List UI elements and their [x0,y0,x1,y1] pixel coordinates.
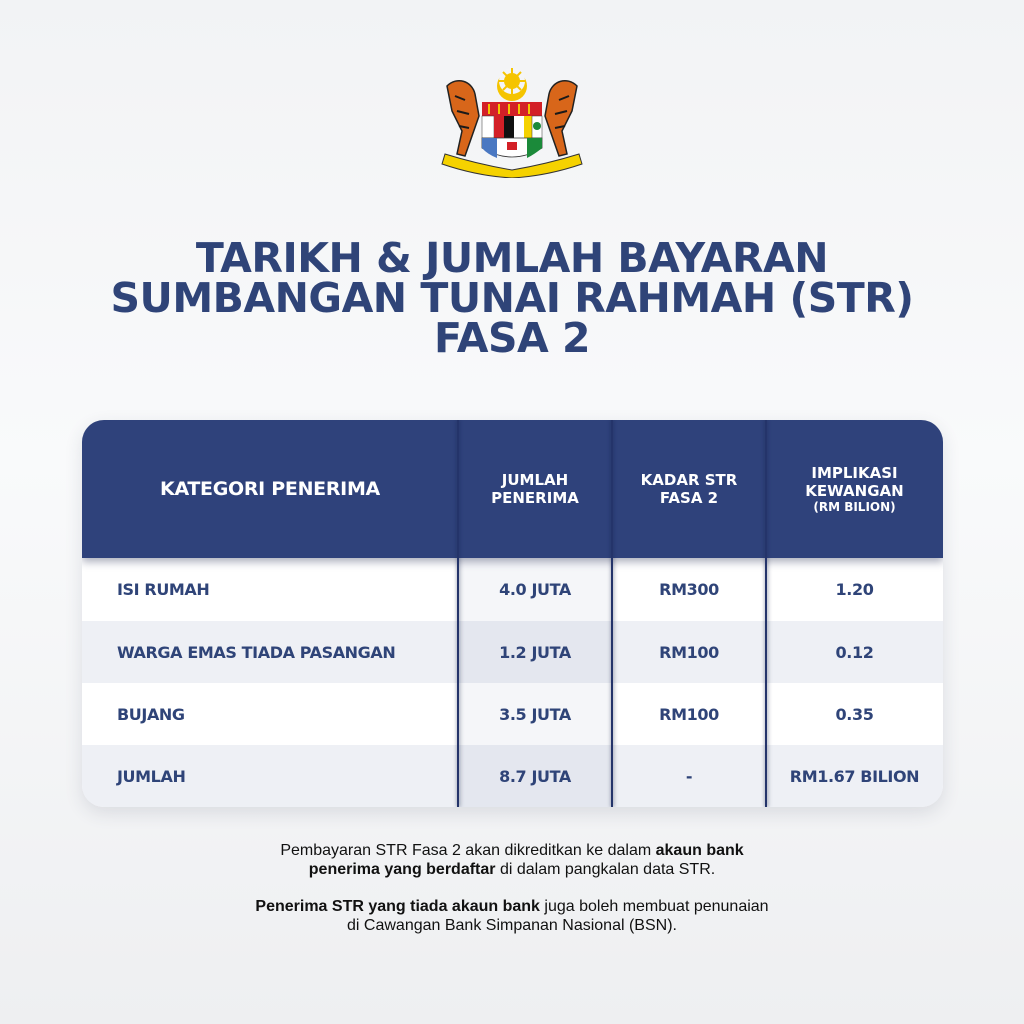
coat-of-arms-icon [437,66,587,178]
note-text: juga boleh membuat penunaian [539,898,769,915]
header-implikasi-kewangan [766,420,943,558]
cell-implikasi: 0.35 [835,704,874,724]
table-row [82,621,943,683]
cell-implikasi: 1.20 [835,580,874,599]
note-text-bold: akaun bank [655,842,744,859]
cell-total-kadar: - [685,766,693,786]
table-header [82,420,943,558]
title-line-1: TARIKH & JUMLAH BAYARAN [195,234,829,282]
header-label-line1: KADAR STR [640,471,738,489]
page-title [0,234,1024,362]
header-label-line1: JUMLAH [501,471,569,489]
header-label-line2: KEWANGAN [805,481,904,500]
note-bsn-withdrawal [0,897,1024,935]
note-payment-credit [0,841,1024,879]
cell-kategori: ISI RUMAH [117,580,210,599]
cell-jumlah: 3.5 JUTA [499,704,571,724]
table-row [82,683,943,745]
column-divider [611,420,613,807]
header-label: KATEGORI PENERIMA [160,478,380,500]
header-kategori-penerima [82,420,458,558]
cell-kategori: WARGA EMAS TIADA PASANGAN [117,642,396,662]
note-text-bold: Penerima STR yang tiada akaun bank [255,898,540,915]
column-divider [765,420,767,807]
cell-kategori: BUJANG [117,704,185,724]
title-line-2: SUMBANGAN TUNAI RAHMAH (STR) [110,274,914,322]
header-kadar-str [612,420,766,558]
header-label-line1: IMPLIKASI [811,463,898,482]
table-row [82,558,943,621]
cell-kadar: RM100 [659,704,719,724]
str-payment-table [82,420,943,807]
cell-kadar: RM100 [659,642,719,662]
cell-total-label: JUMLAH [117,766,186,786]
note-text-bold: penerima yang berdaftar [308,861,496,878]
header-label-unit: (RM BILION) [813,499,896,514]
note-text: Pembayaran STR Fasa 2 akan dikreditkan ke dalam [280,842,656,859]
cell-jumlah: 4.0 JUTA [499,580,571,599]
table-row-total [82,745,943,807]
note-text: di Cawangan Bank Simpanan Nasional (BSN). [347,917,677,934]
note-text: di dalam pangkalan data STR. [495,861,716,878]
cell-jumlah: 1.2 JUTA [499,642,571,662]
cell-total-jumlah: 8.7 JUTA [499,766,571,786]
header-label-line2: FASA 2 [659,489,719,507]
malaysia-coat-of-arms-logo [437,66,587,178]
header-jumlah-penerima [458,420,612,558]
cell-total-implikasi: RM1.67 BILION [789,766,920,786]
header-label-line2: PENERIMA [491,489,579,507]
column-divider [457,420,459,807]
cell-implikasi: 0.12 [835,642,874,662]
title-line-3: FASA 2 [433,314,591,362]
cell-kadar: RM300 [659,580,719,599]
